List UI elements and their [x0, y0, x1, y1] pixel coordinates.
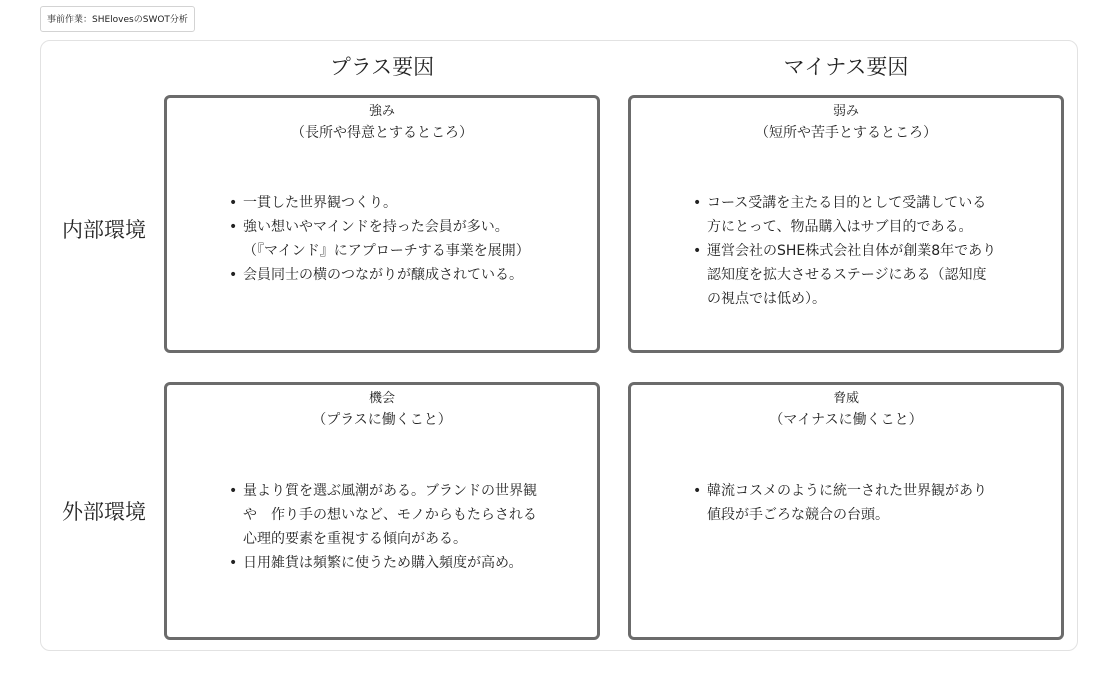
quadrant-title: 機会: [368, 391, 395, 406]
quadrant-title: 強み: [368, 104, 395, 119]
quadrant-opportunity[interactable]: [164, 382, 600, 640]
quadrant-item-list: [691, 479, 1067, 527]
list-item: • コース受講を主たる目的として受講している 方にとって、物品購入はサブ目的である。: [707, 191, 1067, 239]
list-item: • 強い想いやマインドを持った会員が多い。 （『マインド』にアプローチする事業を展開）: [243, 215, 603, 263]
quadrant-item-list: [691, 191, 1067, 311]
quadrant-title: 弱み: [832, 104, 859, 119]
quadrant-strength[interactable]: [164, 95, 600, 353]
quadrant-subtitle: （マイナスに働くこと）: [769, 412, 923, 428]
quadrant-subtitle: （短所や苦手とするところ）: [755, 125, 937, 141]
list-item: • 会員同士の横のつながりが醸成されている。: [243, 263, 603, 287]
quadrant-subtitle: （プラスに働くこと）: [312, 412, 452, 428]
list-item: • 日用雑貨は頻繁に使うため購入頻度が高め。: [243, 551, 603, 575]
quadrant-item-list: [227, 479, 603, 575]
quadrant-item-list: [227, 191, 603, 287]
frame-tag-label[interactable]: 事前作業：SHElovesのSWOT分析: [40, 6, 195, 32]
list-item: • 一貫した世界観つくり。: [243, 191, 603, 215]
quadrant-threat[interactable]: [628, 382, 1064, 640]
row-header-external: 外部環境: [62, 500, 146, 524]
list-item: • 運営会社のSHE株式会社自体が創業8年であり 認知度を拡大させるステージにある（認知度 の視点では低め）。: [707, 239, 1067, 311]
quadrant-subtitle: （長所や得意とするところ）: [291, 125, 473, 141]
quadrant-weakness[interactable]: [628, 95, 1064, 353]
list-item: • 量より質を選ぶ風潮がある。ブランドの世界観 や 作り手の想いなど、モノからもたらされる 心理的要素を重視する傾向がある。: [243, 479, 603, 551]
quadrant-title: 脅威: [832, 391, 859, 406]
column-header-minus: マイナス要因: [783, 55, 909, 79]
row-header-internal: 内部環境: [62, 218, 146, 242]
list-item: • 韓流コスメのように統一された世界観があり 値段が手ごろな競合の台頭。: [707, 479, 1067, 527]
column-header-plus: プラス要因: [329, 55, 435, 79]
